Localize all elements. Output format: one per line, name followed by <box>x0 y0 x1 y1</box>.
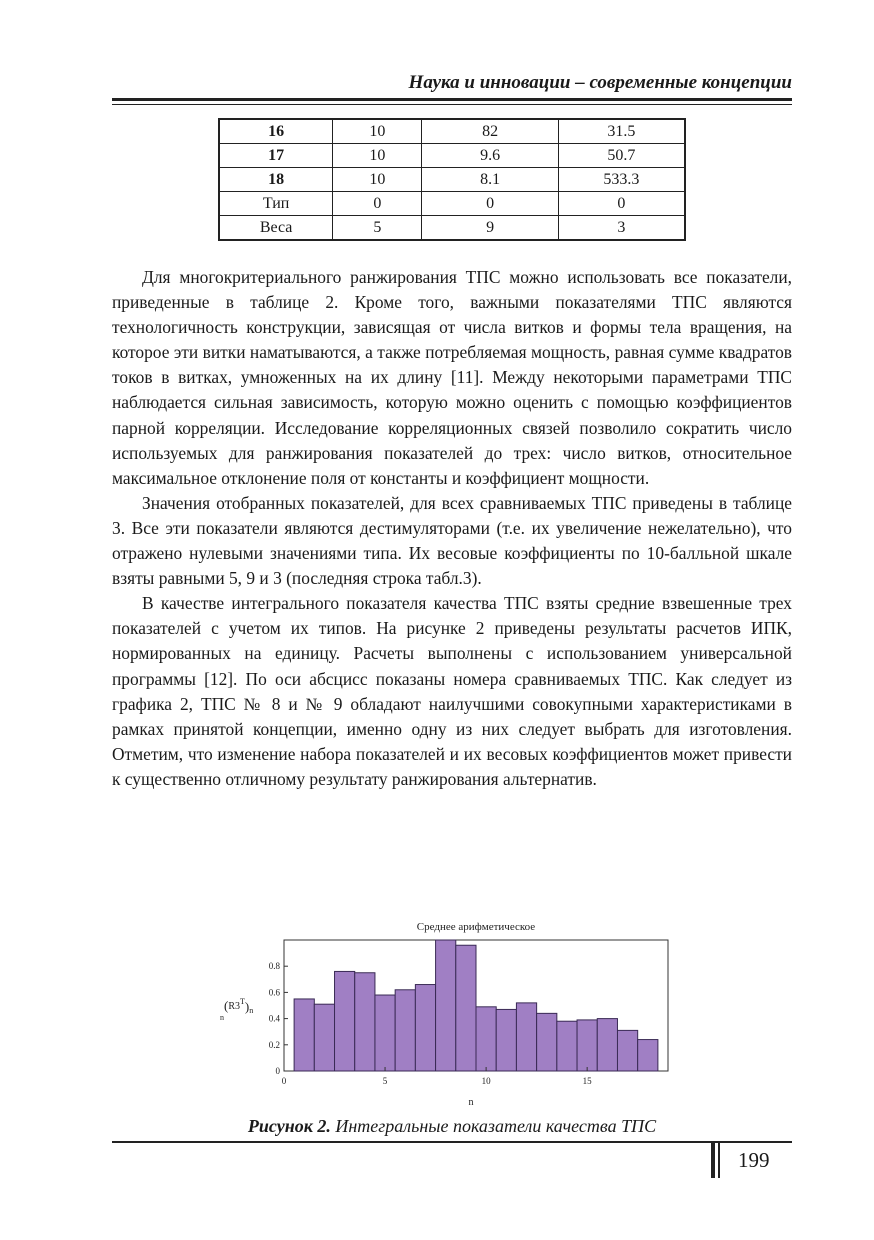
table-row <box>219 192 685 216</box>
bar-chart <box>200 912 680 1112</box>
table-cell: 9.6 <box>422 144 558 168</box>
table-cell-label: Тип <box>219 192 333 216</box>
x-tick-label: 5 <box>382 1076 388 1086</box>
table-cell: 0 <box>558 192 685 216</box>
bar <box>496 1009 516 1071</box>
table-cell: 10 <box>333 168 422 192</box>
table-cell-label: 18 <box>219 168 333 192</box>
table-cell: 10 <box>333 119 422 144</box>
footer-rule <box>112 1141 792 1143</box>
table-row <box>219 119 685 144</box>
bar <box>516 1003 536 1071</box>
table-cell-label: Веса <box>219 216 333 241</box>
bar <box>617 1030 637 1071</box>
bar <box>335 971 355 1071</box>
figure-caption <box>112 1116 792 1137</box>
y-tick-label: 0 <box>275 1066 280 1076</box>
y-tick-label: 0.6 <box>268 987 280 998</box>
table-row <box>219 168 685 192</box>
bar <box>476 1007 496 1071</box>
figure-chart <box>200 912 680 1112</box>
table-cell: 5 <box>333 216 422 241</box>
table-cell: 10 <box>333 144 422 168</box>
paragraph: В качестве интегрального показателя качества ТПС взяты средние взвешенные трех показателей с учетом их типов. На рисунке 2 приведены результаты расчетов ИПК, нормированных на единицу. Расчеты выполнены с использованием универсальной программы [12]. По оси абсцисс показаны номера сравниваемых ТПС. Как следует из графика 2, ТПС № 8 и № 9 обладают наилучшими совокупными характеристиками в рамках принятой концепции, именно одну из них следует выбрать для изготовления. Отметим, что изменение набора показателей и их весовых коэффициентов может привести к существенно отличному результату ранжирования альтернатив. <box>112 593 792 789</box>
table-cell: 0 <box>333 192 422 216</box>
x-tick-label: 0 <box>281 1076 287 1086</box>
x-tick-label: 10 <box>481 1076 491 1086</box>
bar <box>456 945 476 1071</box>
body-text <box>112 265 792 792</box>
y-tick-label: 0.2 <box>268 1039 280 1050</box>
bar <box>597 1019 617 1071</box>
bar <box>294 999 314 1071</box>
y-axis-label: $_n(R3^T)_n$ <box>220 997 254 1022</box>
data-table <box>218 118 686 241</box>
table-cell-label: 16 <box>219 119 333 144</box>
x-axis-label: n <box>468 1097 474 1108</box>
table-row <box>219 144 685 168</box>
table-cell-label: 17 <box>219 144 333 168</box>
table-cell: 8.1 <box>422 168 558 192</box>
bar <box>355 973 375 1071</box>
paragraph: Для многокритериального ранжирования ТПС можно использовать все показатели, приведенные в таблице 2. Кроме того, важными показателями ТПС являются технологичность конструкции, зависящая от числа витков и формы тела вращения, на которое эти витки наматываются, а также потребляемая мощность, равная сумме квадратов токов в витках, умноженных на их длину [11]. Между некоторыми параметрами ТПС наблюдается сильная зависимость, которую можно оценить с помощью коэффициентов парной корреляции. Исследование корреляционных связей позволило сократить число используемых для ранжирования показателей до трех: число витков, относительное максимальное отклонение поля от константы и коэффициент мощности. <box>112 267 792 488</box>
bar <box>577 1020 597 1071</box>
table-cell: 533.3 <box>558 168 685 192</box>
chart-title: Среднее арифметическое <box>416 921 536 933</box>
bar <box>436 940 456 1071</box>
table-cell: 3 <box>558 216 685 241</box>
table-cell: 50.7 <box>558 144 685 168</box>
table-cell: 82 <box>422 119 558 144</box>
bar <box>395 990 415 1071</box>
table-cell: 31.5 <box>558 119 685 144</box>
table-row <box>219 216 685 241</box>
caption-text: Интегральные показатели качества ТПС <box>335 1116 657 1136</box>
paragraph: Значения отобранных показателей, для всех сравниваемых ТПС приведены в таблице 3. Все эти показатели являются дестимуляторами (т.е. их увеличение нежелательно), что отражено нулевыми значениями типа. Их весовые коэффициенты по 10-балльной шкале взяты равными 5, 9 и 3 (последняя строка табл.3). <box>112 492 792 589</box>
table-cell: 9 <box>422 216 558 241</box>
page-marker-bar <box>718 1143 720 1178</box>
x-tick-label: 15 <box>582 1076 592 1086</box>
caption-label: Рисунок 2. <box>247 1116 331 1136</box>
bar <box>638 1040 658 1071</box>
y-tick-label: 0.8 <box>268 961 280 972</box>
header-rule-thick <box>112 98 792 101</box>
bar <box>557 1021 577 1071</box>
bar <box>314 1004 334 1071</box>
bar <box>537 1013 557 1071</box>
page-marker-bar <box>711 1143 715 1178</box>
header-rule-thin <box>112 104 792 105</box>
bar <box>375 995 395 1071</box>
table-cell: 0 <box>422 192 558 216</box>
running-header: Наука и инновации – современные концепции <box>408 72 792 93</box>
y-tick-label: 0.4 <box>268 1013 280 1024</box>
page-number: 199 <box>738 1148 770 1172</box>
bar <box>415 985 435 1071</box>
